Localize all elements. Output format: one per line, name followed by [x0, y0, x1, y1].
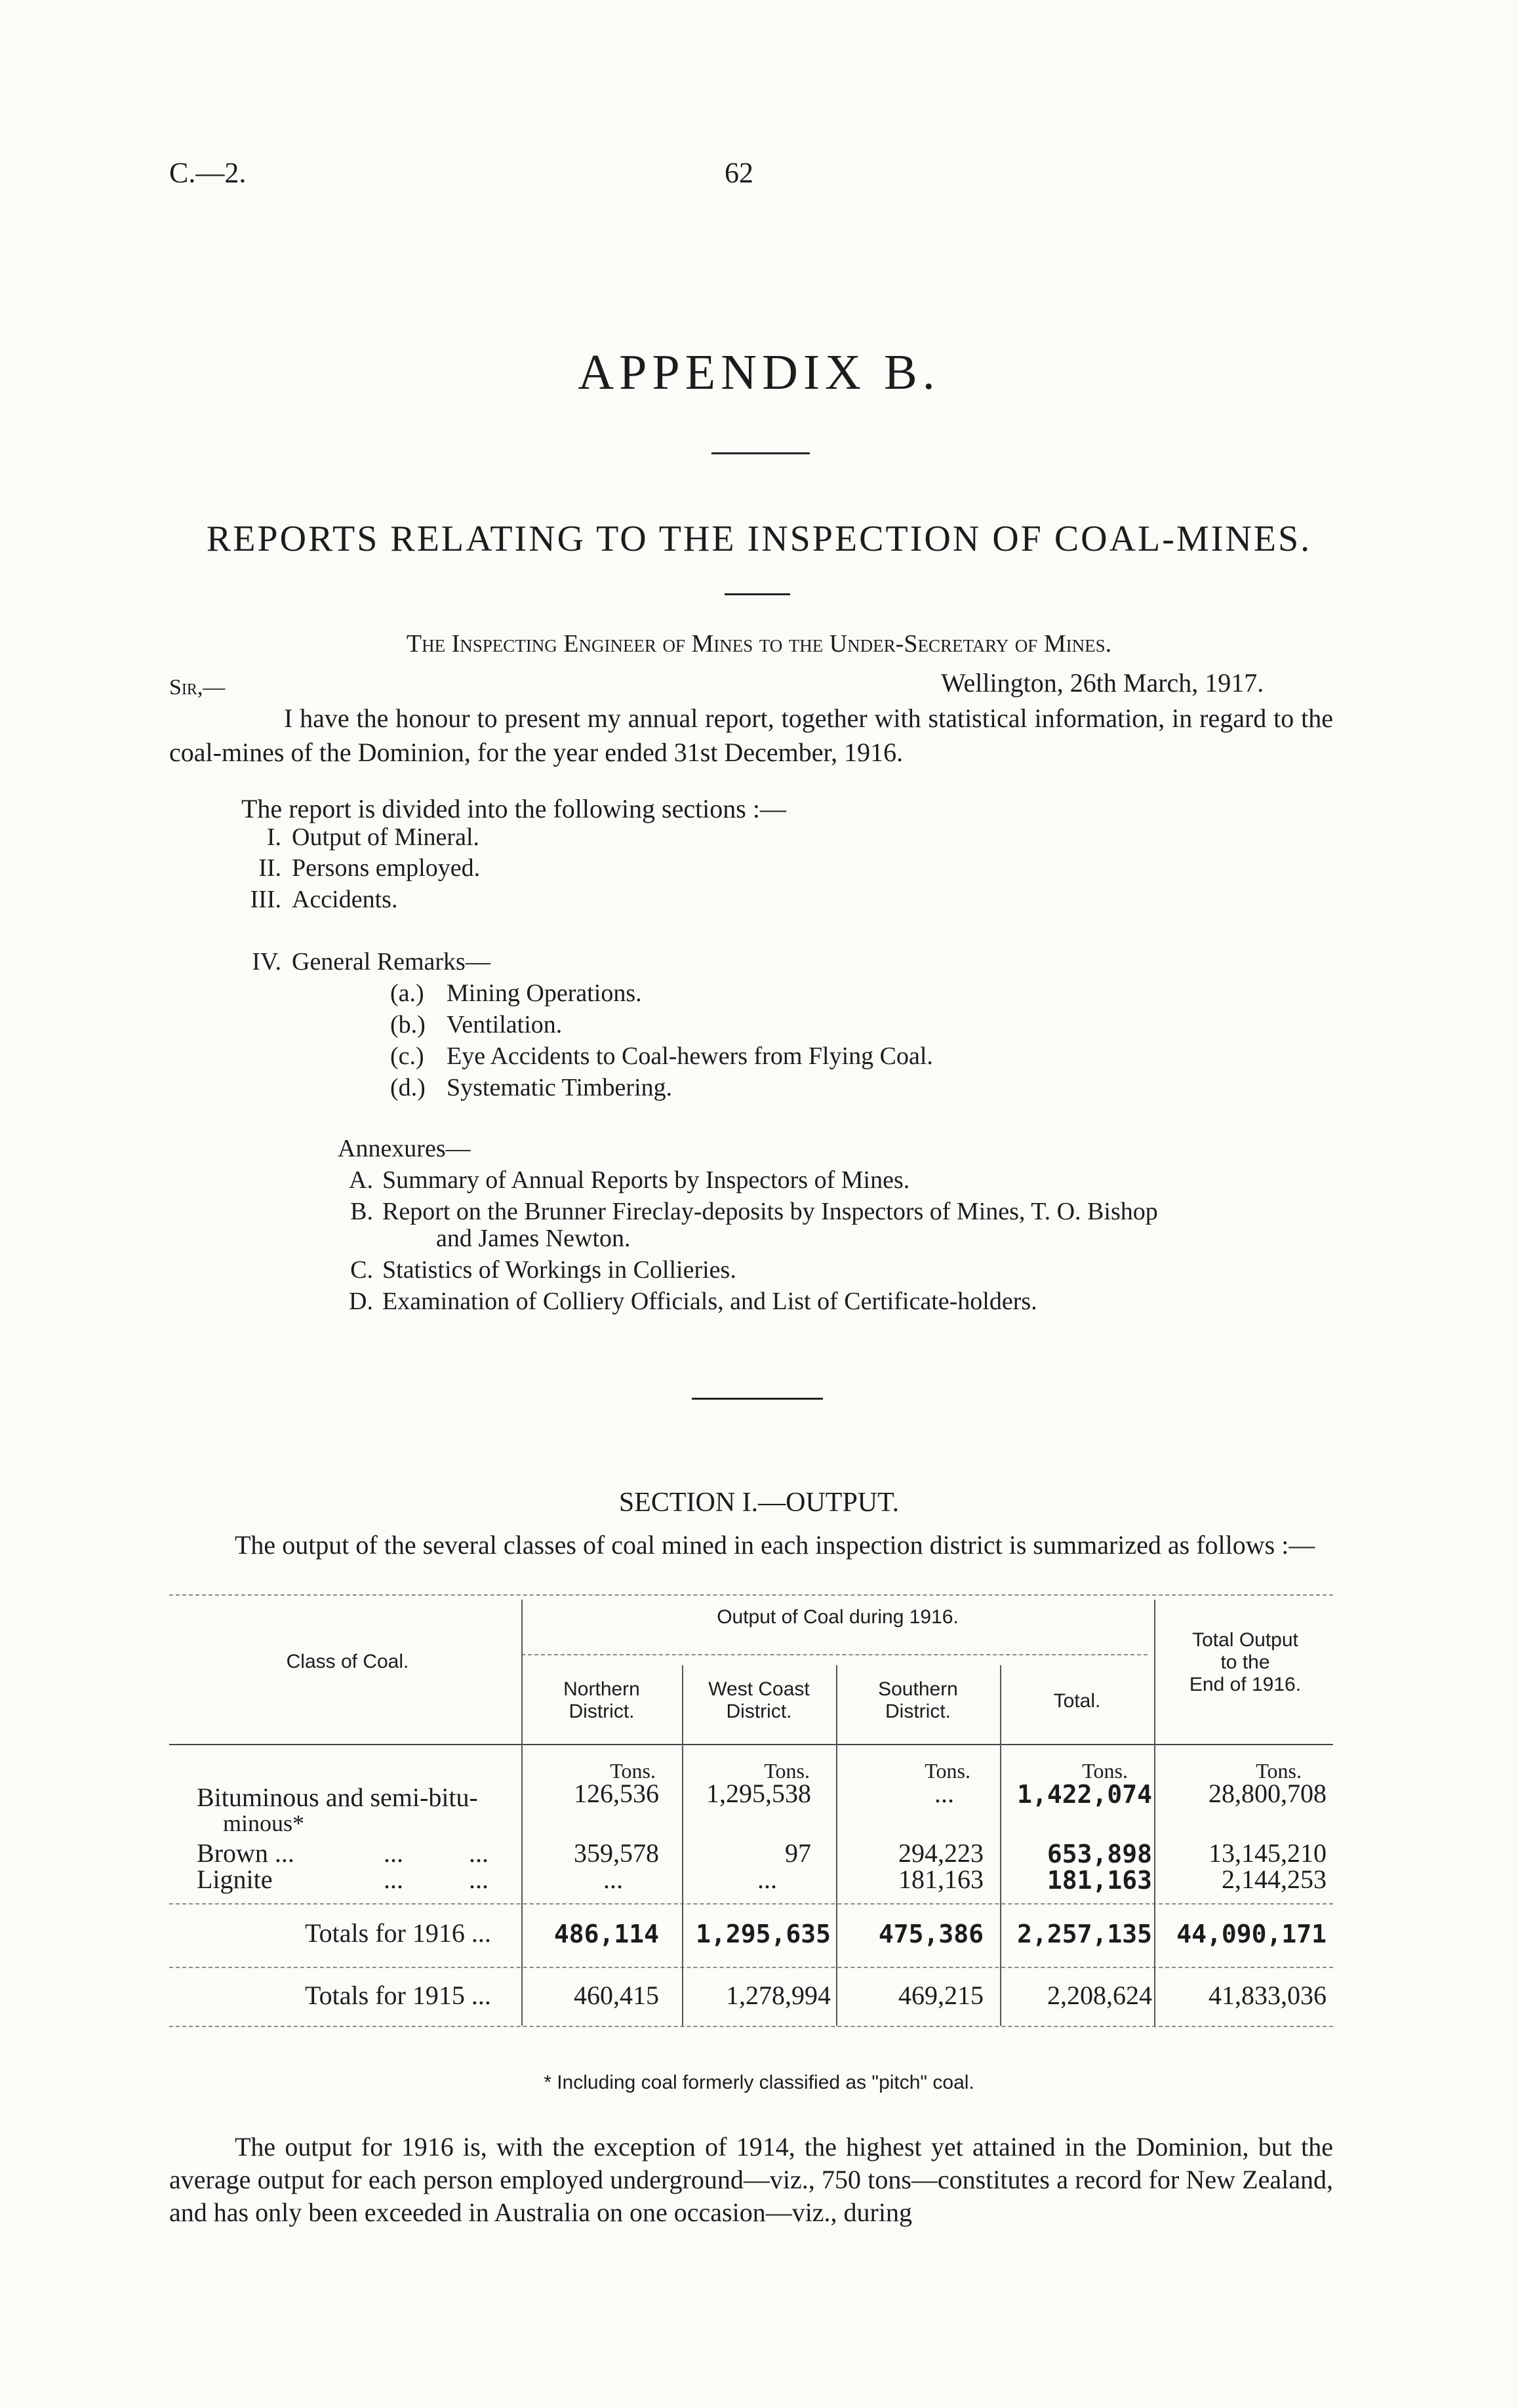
leader-dots: ... ...	[384, 1838, 489, 1868]
table-cell: 486,114	[553, 1920, 659, 1948]
table-footnote: * Including coal formerly classified as "pitch" coal.	[544, 2072, 974, 2093]
table-bottom-rule	[169, 2026, 1333, 2027]
table-cell: 181,163	[898, 1865, 984, 1894]
unit-label: Tons.	[1256, 1759, 1302, 1783]
total-header: Total.	[1053, 1690, 1101, 1712]
title-rule	[711, 452, 810, 454]
column-divider	[836, 1665, 837, 2026]
unit-label: Tons.	[764, 1759, 810, 1783]
table-top-rule	[169, 1594, 1333, 1596]
column-divider	[1000, 1665, 1001, 2026]
subsection-item: (a.) Mining Operations.	[390, 979, 642, 1007]
section-title: SECTION I.—OUTPUT.	[618, 1488, 900, 1518]
section-item: III. Accidents.	[250, 886, 398, 913]
unit-label: Tons.	[925, 1759, 970, 1783]
table-row-label-continued: minous*	[223, 1810, 305, 1836]
table-cell: ...	[757, 1865, 777, 1894]
annexures-lead: Annexures—	[338, 1135, 471, 1162]
closing-paragraph: The output for 1916 is, with the exception of 1914, the highest yet attained in the Dominion, but the average output for each person employed underground—viz., 750 tons—constitutes a record for New Zealand, and has only been exceeded in Australia on one occasion—viz., during	[169, 2132, 1333, 2227]
table-row-label: Lignite	[197, 1865, 273, 1894]
table-cell: 97	[785, 1838, 811, 1868]
column-divider	[1154, 1600, 1155, 2026]
subsection-item: (c.) Eye Accidents to Coal-hewers from Flying Coal.	[390, 1042, 933, 1070]
table-cell: 28,800,708	[1208, 1779, 1327, 1808]
table-cell: 181,163	[1047, 1866, 1152, 1895]
northern-header: Northern District.	[563, 1678, 640, 1722]
table-cell: 1,278,994	[726, 1981, 831, 2010]
table-cell: 13,145,210	[1208, 1838, 1327, 1868]
totals-1916-label: Totals for 1916 ...	[305, 1918, 491, 1948]
table-row-label: Bituminous and semi-bitu-	[197, 1783, 478, 1812]
table-cell: 1,295,635	[696, 1920, 831, 1948]
table-cell: 126,536	[574, 1779, 659, 1808]
letter-addressee: The Inspecting Engineer of Mines to the Under-Secretary of Mines.	[406, 630, 1112, 658]
table-row-label: Brown ...	[197, 1838, 294, 1868]
subtitle-rule	[725, 593, 790, 595]
table-cell: ...	[934, 1779, 954, 1808]
table-cell: 359,578	[574, 1838, 659, 1868]
subsection-item: (b.) Ventilation.	[390, 1011, 563, 1038]
table-cell: 653,898	[1047, 1840, 1152, 1868]
unit-label: Tons.	[610, 1759, 656, 1783]
section-item: IV. General Remarks—	[252, 948, 490, 976]
annexure-item: A. Summary of Annual Reports by Inspectors of Mines.	[349, 1166, 910, 1194]
letter-place-date: Wellington, 26th March, 1917.	[941, 668, 1264, 698]
table-cell: 1,295,538	[706, 1779, 811, 1808]
totals-rule	[169, 1903, 1333, 1905]
annexure-item: D. Examination of Colliery Officials, and List of Certificate-holders.	[349, 1288, 1037, 1315]
table-cell: 44,090,171	[1176, 1920, 1327, 1948]
unit-label: Tons.	[1082, 1759, 1128, 1783]
table-cell: 460,415	[574, 1981, 659, 2010]
section-item: II. Persons employed.	[258, 854, 481, 882]
table-header-rule	[169, 1744, 1333, 1745]
annexure-item-continued: and James Newton.	[436, 1225, 631, 1252]
subsection-item: (d.) Systematic Timbering.	[390, 1074, 673, 1101]
table-cell: ...	[603, 1865, 623, 1894]
annexure-item: C. Statistics of Workings in Collieries.	[350, 1256, 736, 1284]
table-cell: 475,386	[878, 1920, 984, 1948]
report-subtitle: REPORTS RELATING TO THE INSPECTION OF COAL-MINES.	[206, 519, 1312, 559]
letter-salutation: Sir,—	[169, 675, 226, 700]
table-cell: 469,215	[898, 1981, 984, 2010]
output-group-header: Output of Coal during 1916.	[717, 1606, 959, 1628]
totals-1915-rule	[169, 1967, 1333, 1968]
leader-dots: ... ...	[384, 1865, 489, 1894]
class-of-coal-header: Class of Coal.	[286, 1651, 409, 1672]
table-cell: 2,257,135	[1017, 1920, 1152, 1948]
section-item: I. Output of Mineral.	[266, 823, 480, 851]
table-cell: 2,208,624	[1047, 1981, 1152, 2010]
table-cell: 294,223	[898, 1838, 984, 1868]
section-separator-rule	[692, 1398, 823, 1400]
totals-1915-label: Totals for 1915 ...	[305, 1981, 491, 2010]
annexure-item: B. Report on the Brunner Fireclay-deposits by Inspectors of Mines, T. O. Bishop	[350, 1198, 1158, 1225]
page-number: 62	[725, 157, 753, 189]
column-divider	[521, 1600, 523, 2026]
document-code: C.—2.	[169, 157, 247, 189]
table-cell: 1,422,074	[1017, 1780, 1152, 1809]
west-coast-header: West Coast District.	[708, 1678, 810, 1722]
table-cell: 41,833,036	[1208, 1981, 1327, 2010]
section-intro: The output of the several classes of coal mined in each inspection district is summarized as follows :—	[235, 1530, 1315, 1560]
total-output-header: Total Output to the End of 1916.	[1189, 1629, 1302, 1695]
letter-intro: I have the honour to present my annual report, together with statistical information, in regard to the coal-mines of the Dominion, for the year ended 31st December, 1916.	[169, 703, 1333, 767]
sections-lead: The report is divided into the following sections :—	[241, 794, 786, 823]
southern-header: Southern District.	[878, 1678, 958, 1722]
table-cell: 2,144,253	[1222, 1865, 1327, 1894]
appendix-title: APPENDIX B.	[578, 345, 940, 400]
column-divider	[682, 1665, 683, 2026]
group-header-rule	[521, 1654, 1148, 1655]
